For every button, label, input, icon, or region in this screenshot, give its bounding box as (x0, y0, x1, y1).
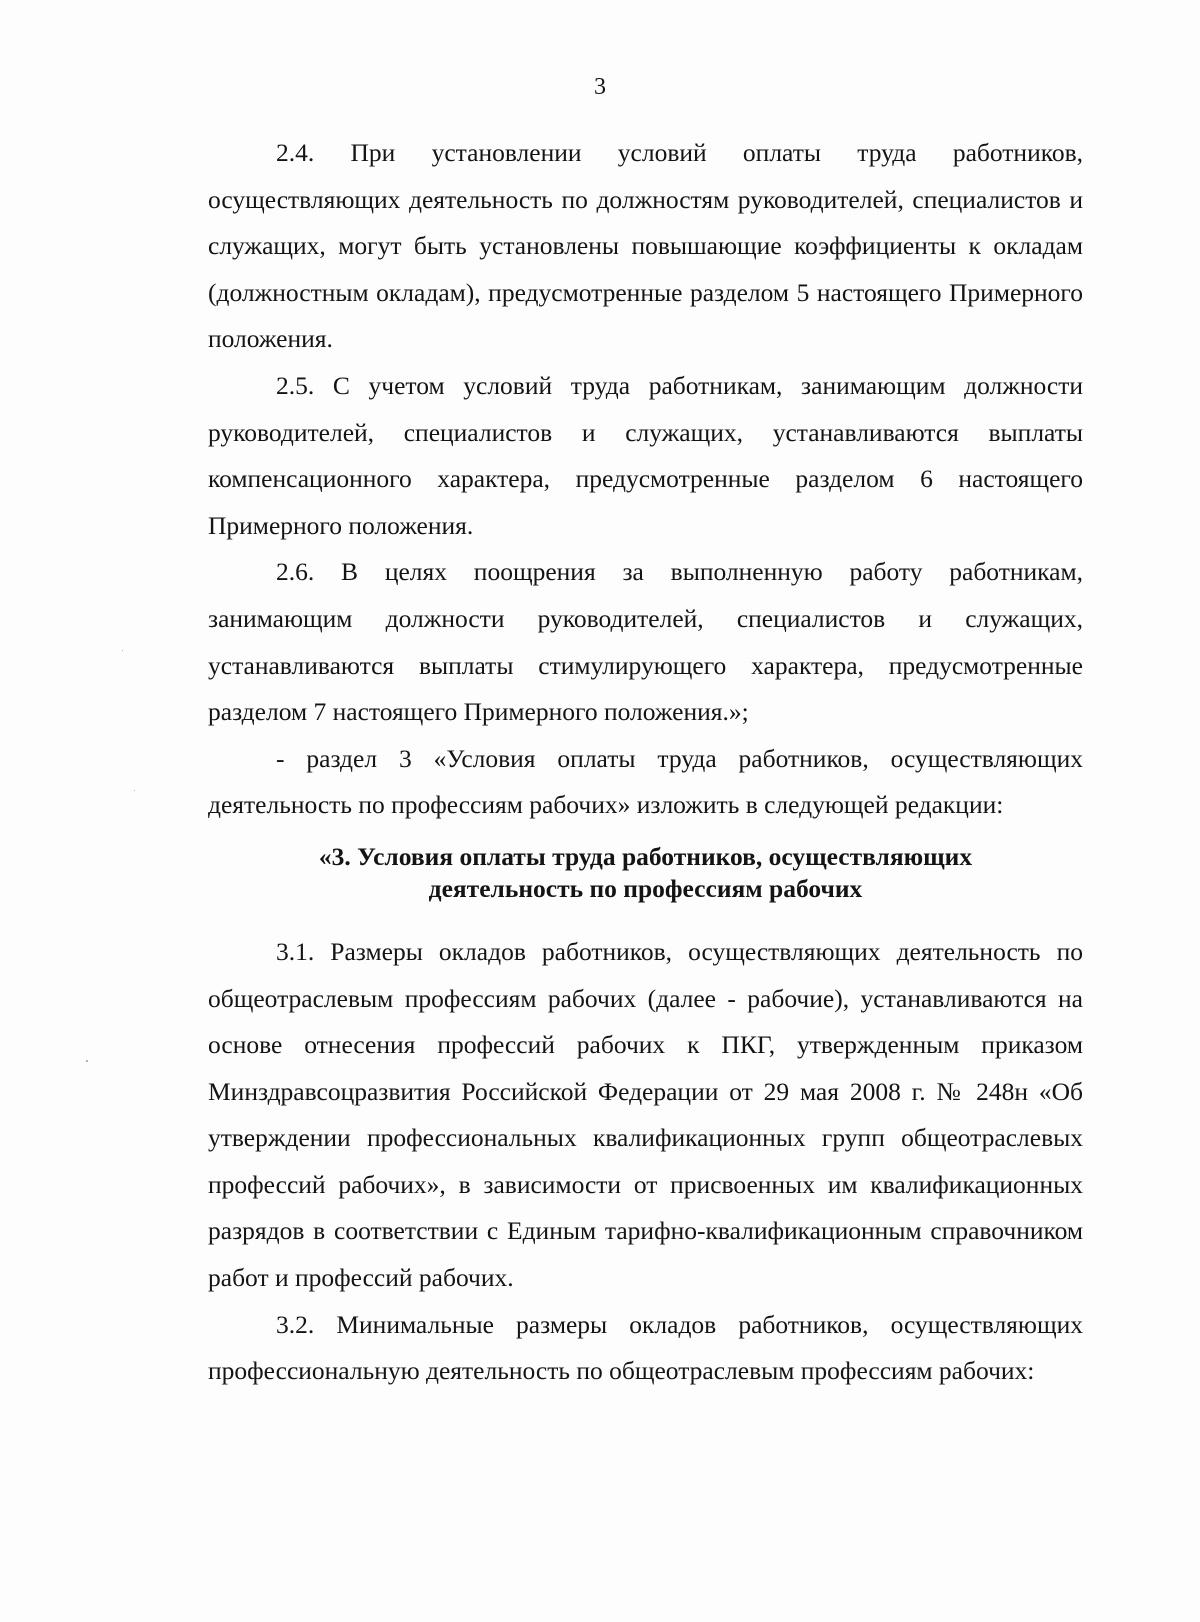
paragraph-2-6: 2.6. В целях поощрения за выполненную работу работникам, занимающим должности руководителей, специалистов и служащих, устанавливаются выплаты стимулирующего характера, предусмотренные разделом 7 настоящего Примерного положения.»; (208, 557, 1083, 727)
paragraph-3-1: 3.1. Размеры окладов работников, осуществляющих деятельность по общеотраслевым профессиям рабочих (далее - рабочие), устанавливаются на основе отнесения профессий рабочих к ПКГ, утвержденным приказом Минздравсоцразвития Российской Федерации от 29 мая 2008 г. № 248н «Об утверждении профессиональных квалификационных групп общеотраслевых профессий рабочих», в зависимости от присвоенных им квалификационных разрядов в соответствии с Единым тарифно-квалификационным справочником работ и профессий рабочих. (208, 936, 1083, 1293)
section-3-heading-line-2: деятельность по профессиям рабочих (428, 873, 863, 903)
scan-speck (86, 1060, 88, 1062)
paragraph-2-5: 2.5. С учетом условий труда работникам, занимающим должности руководителей, специалистов и служащих, устанавливаются выплаты компенсационного характера, предусмотренные разделом 6 настоящего Примерного положения. (208, 370, 1083, 540)
section-3-heading (208, 841, 1083, 905)
paragraph-section-3-amendment: - раздел 3 «Условия оплаты труда работников, осуществляющих деятельность по профессиям рабочих» изложить в следующей редакции: (208, 743, 1083, 820)
page-number: 3 (594, 74, 606, 100)
paragraph-2-4: 2.4. При установлении условий оплаты труда работников, осуществляющих деятельность по должностям руководителей, специалистов и служащих, могут быть установлены повышающие коэффициенты к окладам (должностным окладам), предусмотренные разделом 5 настоящего Примерного положения. (208, 138, 1083, 354)
section-3-heading-line-1: «3. Условия оплаты труда работников, осуществляющих (318, 841, 973, 871)
scan-speck (122, 650, 123, 651)
scan-speck (134, 790, 135, 791)
document-body (208, 130, 1083, 1395)
paragraph-3-2: 3.2. Минимальные размеры окладов работников, осуществляющих профессиональную деятельность по общеотраслевым профессиям рабочих: (208, 1309, 1083, 1386)
